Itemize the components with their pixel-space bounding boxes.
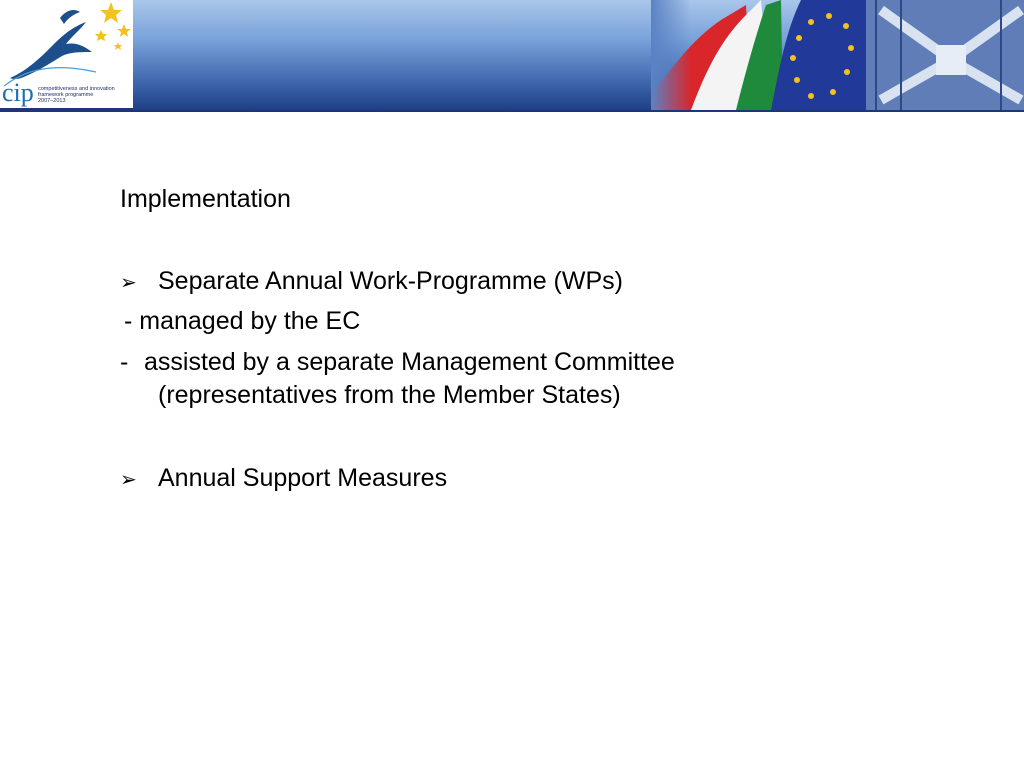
bullet-text: Annual Support Measures bbox=[158, 464, 448, 492]
bullet-text: Separate Annual Work-Programme (WPs) bbox=[158, 267, 623, 295]
bullet-item bbox=[120, 264, 623, 299]
logo-rule bbox=[0, 108, 133, 110]
logo-tagline-line: framework programme bbox=[38, 92, 94, 98]
sub-item: assisted by a separate Management Committee bbox=[144, 348, 675, 376]
sub-item: - managed by the EC bbox=[124, 307, 361, 335]
logo-tagline-line: 2007–2013 bbox=[38, 98, 66, 104]
bullet-item bbox=[120, 461, 447, 496]
sub-item-continuation: (representatives from the Member States) bbox=[158, 381, 621, 409]
sub-item-dash: - bbox=[120, 348, 129, 376]
page-title: Implementation bbox=[120, 185, 291, 213]
logo-acronym: cip bbox=[2, 78, 34, 107]
header-rule bbox=[0, 110, 1024, 112]
header-banner bbox=[0, 0, 1024, 112]
arrow-bullet-icon: ➢ bbox=[120, 270, 137, 294]
logo-tagline-line: competitiveness and innovation bbox=[38, 86, 115, 92]
arrow-bullet-icon: ➢ bbox=[120, 467, 137, 491]
header-gradient bbox=[133, 0, 1024, 110]
logo-tagline bbox=[38, 86, 115, 104]
cip-logo bbox=[0, 0, 133, 110]
flags-and-building-image bbox=[651, 0, 1024, 110]
